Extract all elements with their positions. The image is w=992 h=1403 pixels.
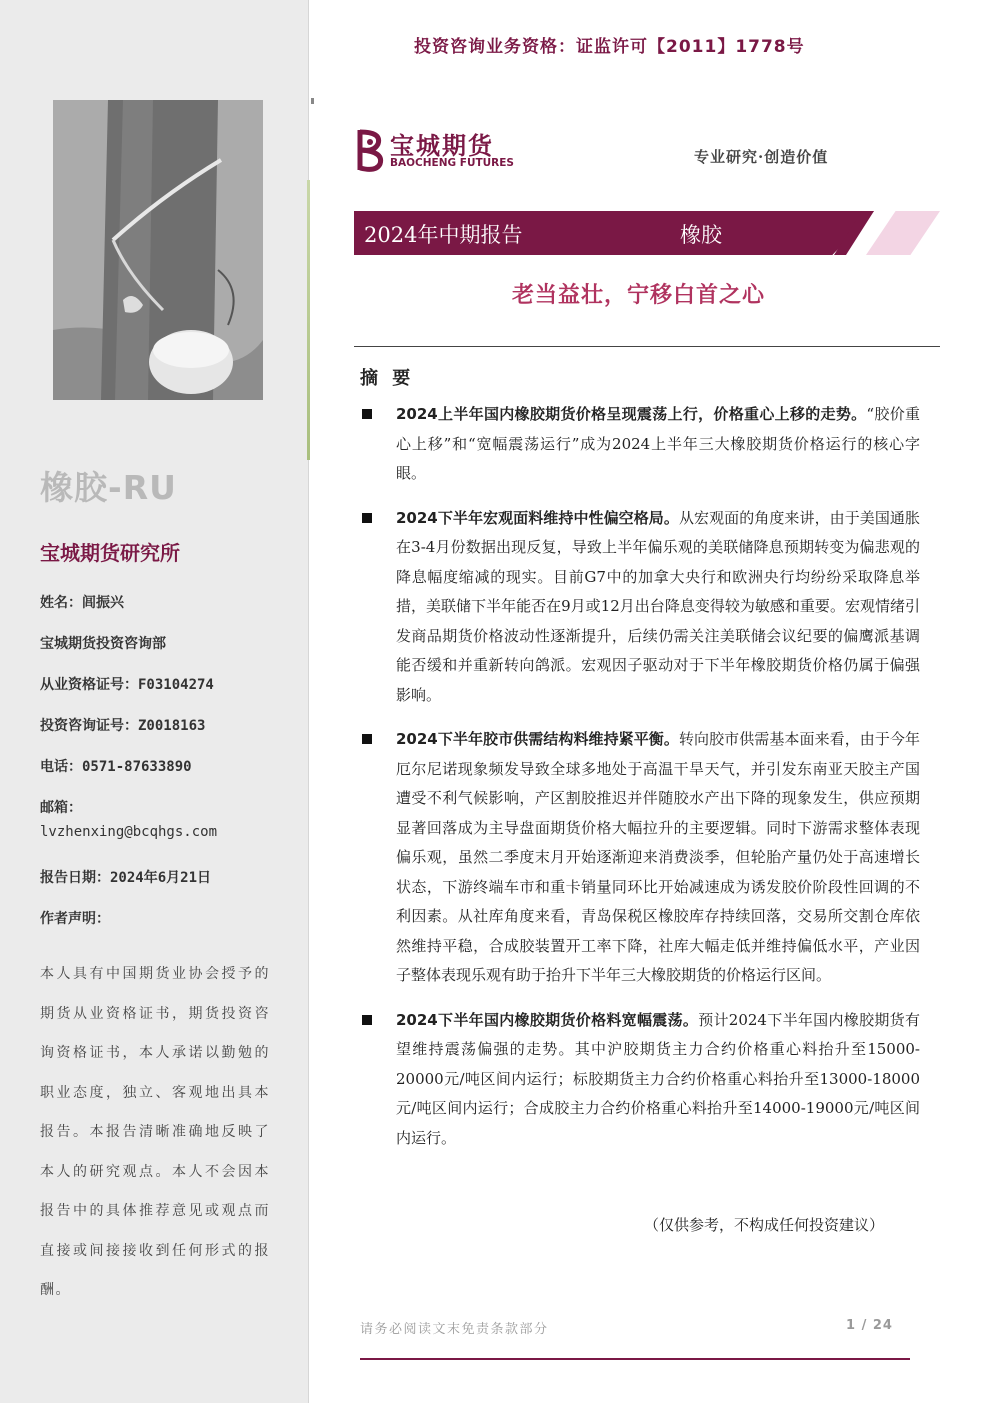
banner-stripe-light: [866, 211, 940, 255]
summary-item-body: 预计2024下半年国内橡胶期货有望维持震荡偏强的走势。其中沪胶期货主力合约价格重心料抬升至15000-20000元/吨区间内运行；标胶期货主力合约价格重心料抬升至13000-18000元/吨区间内运行；合成胶主力合约价格重心料抬升至14000-19000元/吨区间内运行。: [396, 1010, 920, 1147]
sidebar-accent-strip: [307, 180, 310, 460]
summary-item-body: “胶价重心上移”和“宽幅震荡运行”成为2024上半年三大橡胶期货价格运行的核心字眼。: [396, 405, 920, 482]
summary-item-lead: 2024下半年宏观面料维持中性偏空格局。: [396, 508, 679, 527]
info-name: 姓名：闾振兴: [40, 595, 124, 611]
info-email: 邮箱： lvzhenxing@bcqhgs.com: [40, 795, 280, 865]
summary-item: [360, 1006, 920, 1154]
report-title: 2024年中期报告: [364, 223, 523, 247]
section-divider: [354, 346, 940, 347]
report-banner: [354, 211, 940, 255]
summary-item-lead: 2024下半年胶市供需结构料维持紧平衡。: [396, 730, 679, 748]
info-license: 从业资格证号：F03104274: [40, 677, 214, 693]
logo-text-cn: 宝城期货: [390, 132, 494, 160]
summary-item-lead: 2024下半年国内橡胶期货价格料宽幅震荡。: [396, 1010, 699, 1029]
report-headline: 老当益壮，宁移白首之心: [512, 283, 766, 308]
summary-item-body: 转向胶市供需基本面来看，由于今年厄尔尼诺现象频发导致全球多地处于高温干旱天气，并引发东南亚天胶主产国遭受不利气候影响，产区割胶推迟并伴随胶水产出下降的现象发生，供应预期显著回落成为主导盘面期货价格大幅拉升的主要逻辑。同时下游需求整体表现偏乐观，虽然二季度末月开始逐渐迎来消费淡季，但轮胎产量仍处于高速增长状态，下游终端车市和重卡销量同环比开始减速成为诱发胶价阶段性回调的不利因素。从社库角度来看，青岛保税区橡胶库存持续回落，交易所交割仓库依然维持平稳，合成胶装置开工率下降，社库大幅走低并维持偏低水平，产业因子整体表现乐观有助于抬升下半年三大橡胶期货的价格运行区间。: [396, 730, 920, 984]
summary-title: 摘 要: [360, 368, 415, 389]
slogan: 专业研究·创造价值: [694, 148, 829, 166]
analyst-info: [40, 590, 280, 947]
info-consulting-license: 投资咨询证号：Z0018163: [40, 718, 206, 734]
divider-tick: [311, 98, 314, 104]
email-link[interactable]: lvzhenxing@bcqhgs.com: [40, 824, 218, 840]
product-code: 橡胶-RU: [40, 468, 177, 507]
footer-disclaimer: 请务必阅读文末免责条款部分: [360, 1322, 549, 1337]
footer-divider: [360, 1358, 910, 1360]
info-department: 宝城期货投资咨询部: [40, 636, 166, 652]
logo-text-en: BAOCHENG FUTURES: [390, 157, 514, 169]
qualification-line: 投资咨询业务资格：证监许可【2011】1778号: [414, 37, 805, 57]
rubber-tree-photo: [53, 100, 263, 400]
author-declaration: 本人具有中国期货业协会授予的期货从业资格证书，期货投资咨询资格证书，本人承诺以勤勉的职业态度，独立、客观地出具本报告。本报告清晰准确地反映了本人的研究观点。本人不会因本报告中的具体推荐意见或观点而直接或间接接收到任何形式的报酬。: [40, 966, 270, 1298]
summary-item-body: 从宏观面的角度来讲，由于美国通胀在3-4月份数据出现反复，导致上半年偏乐观的美联储降息预期转变为偏悲观的降息幅度缩减的现实。目前G7中的加拿大央行和欧洲央行均纷纷采取降息举措，美联储下半年能否在9月或12月出台降息变得较为敏感和重要。宏观情绪引发商品期货价格波动性逐渐提升，后续仍需关注美联储会议纪要的偏鹰派基调能否缓和并重新转向鸽派。宏观因子驱动对于下半年橡胶期货价格仍属于偏强影响。: [396, 508, 920, 704]
summary-item: [360, 725, 920, 991]
bullet-square-icon: [362, 734, 372, 744]
page-number: 1 / 24: [846, 1318, 893, 1333]
summary-item-lead: 2024上半年国内橡胶期货价格呈现震荡上行，价格重心上移的走势。: [396, 405, 867, 423]
reference-note: （仅供参考，不构成任何投资建议）: [644, 1216, 885, 1234]
declaration-title: 作者声明：: [40, 911, 110, 927]
institute-name: 宝城期货研究所: [40, 541, 180, 565]
bullet-square-icon: [362, 409, 372, 419]
logo-mark-icon: [354, 126, 386, 174]
summary-list: [360, 400, 920, 1168]
info-date: 报告日期：2024年6月21日: [40, 870, 212, 886]
report-product: 橡胶: [680, 223, 722, 247]
bullet-square-icon: [362, 1015, 372, 1025]
summary-item: [360, 400, 920, 489]
summary-item: [360, 504, 920, 711]
info-phone: 电话：0571-87633890: [40, 759, 192, 775]
company-logo: [354, 126, 544, 174]
bullet-square-icon: [362, 513, 372, 523]
